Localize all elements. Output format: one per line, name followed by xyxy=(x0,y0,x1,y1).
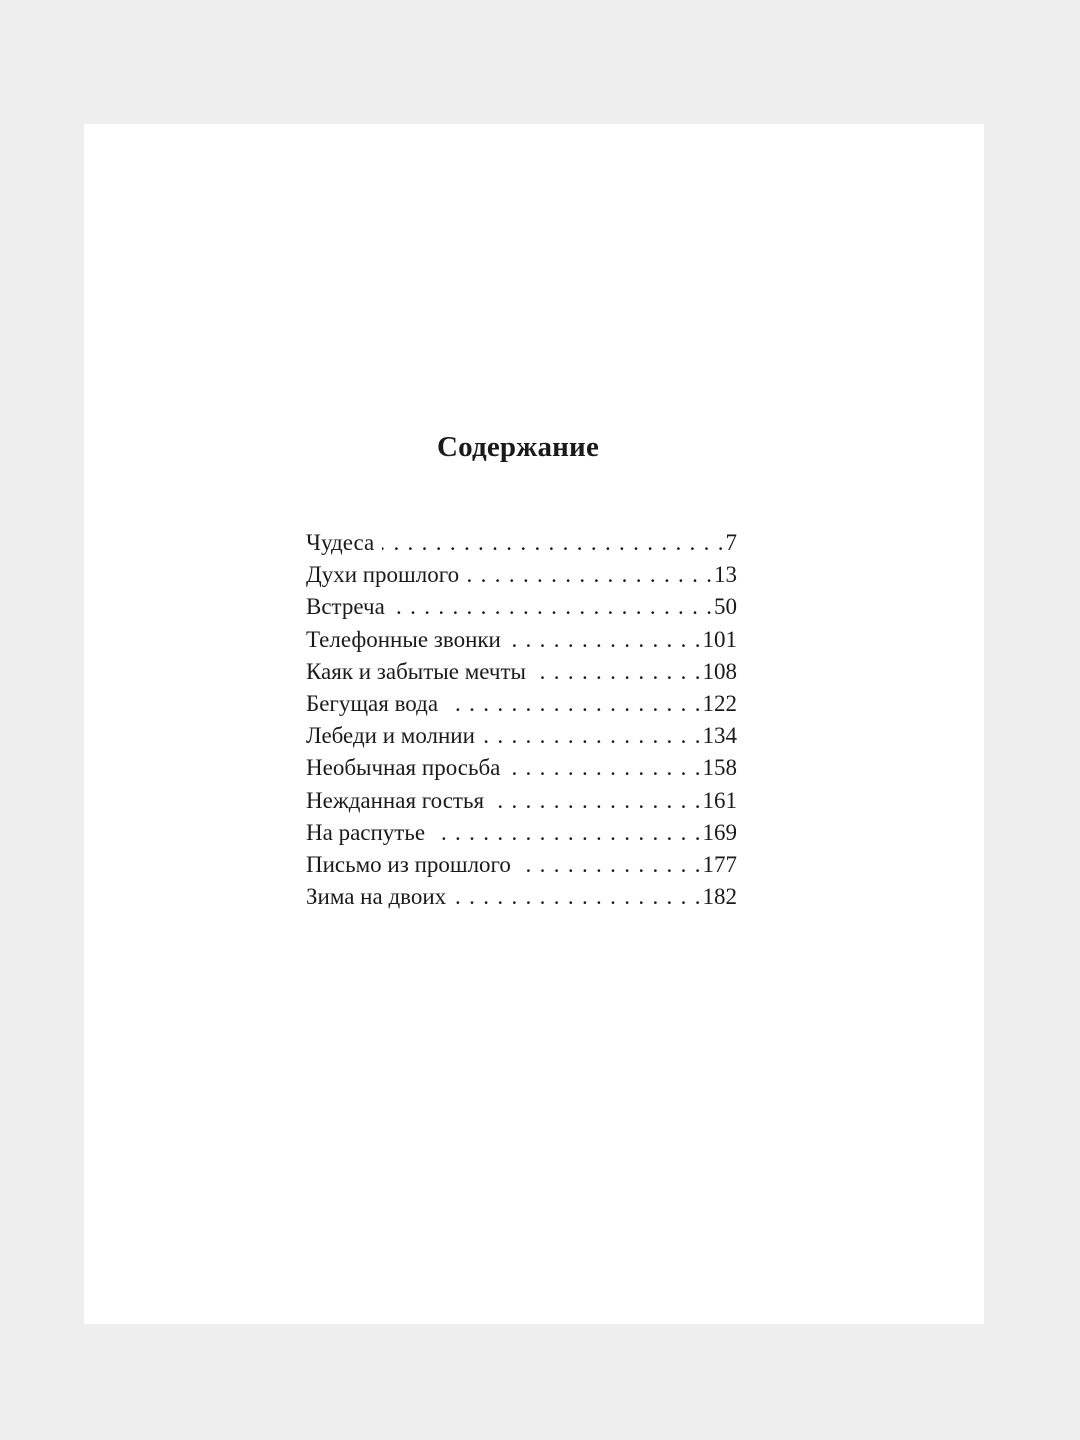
toc-entry-title: Чудеса xyxy=(306,530,375,555)
toc-entry-title: Лебеди и молнии xyxy=(306,723,475,749)
toc-entry xyxy=(306,527,737,559)
toc-entry-page: 108 xyxy=(702,658,737,684)
toc-entry-title: Письмо из прошлого xyxy=(306,851,511,877)
dot-leader xyxy=(446,688,700,720)
toc-entry-page: 13 xyxy=(714,562,737,588)
dot-leader xyxy=(508,752,700,784)
toc-entry xyxy=(306,559,737,591)
toc-entry xyxy=(306,591,737,623)
toc-entry-page: 101 xyxy=(702,626,737,652)
dot-leader xyxy=(483,720,701,752)
toc-entry xyxy=(306,656,737,688)
toc-entry-title: Встреча xyxy=(306,594,385,620)
toc-entry xyxy=(306,817,737,849)
toc-entry-title: Духи прошлого xyxy=(306,562,460,588)
dot-leader xyxy=(534,656,701,688)
dot-leader xyxy=(467,559,712,591)
toc-entry xyxy=(306,849,737,881)
toc-entry-title: Телефонные звонки xyxy=(306,626,501,652)
toc-entry xyxy=(306,752,737,784)
toc-entry-page: 182 xyxy=(702,884,737,910)
table-of-contents xyxy=(306,527,737,913)
page-title: Содержание xyxy=(436,431,600,463)
toc-entry xyxy=(306,785,737,817)
dot-leader xyxy=(433,817,700,849)
dot-leader xyxy=(382,527,723,559)
toc-entry-title: На распутье xyxy=(306,819,426,845)
toc-entry-page: 158 xyxy=(702,755,737,781)
toc-entry xyxy=(306,881,737,913)
toc-entry-title: Необычная просьба xyxy=(306,755,501,781)
toc-entry-page: 161 xyxy=(702,787,737,813)
dot-leader xyxy=(519,849,701,881)
toc-entry-page: 169 xyxy=(702,819,737,845)
toc-entry xyxy=(306,624,737,656)
toc-entry-title: Зима на двоих xyxy=(306,884,447,910)
dot-leader xyxy=(492,785,700,817)
dot-leader xyxy=(509,624,701,656)
dot-leader xyxy=(393,591,712,623)
toc-entry-title: Каяк и забытые мечты xyxy=(306,658,526,684)
book-page xyxy=(84,124,984,1324)
toc-entry-page: 134 xyxy=(702,723,737,749)
toc-entry-page: 122 xyxy=(702,690,737,716)
toc-entry-page: 50 xyxy=(714,594,737,620)
toc-entry xyxy=(306,720,737,752)
toc-entry-page: 177 xyxy=(702,851,737,877)
toc-entry-title: Бегущая вода xyxy=(306,690,439,716)
toc-entry xyxy=(306,688,737,720)
dot-leader xyxy=(454,881,700,913)
toc-entry-title: Нежданная гостья xyxy=(306,787,485,813)
toc-entry-page: 7 xyxy=(725,530,737,555)
